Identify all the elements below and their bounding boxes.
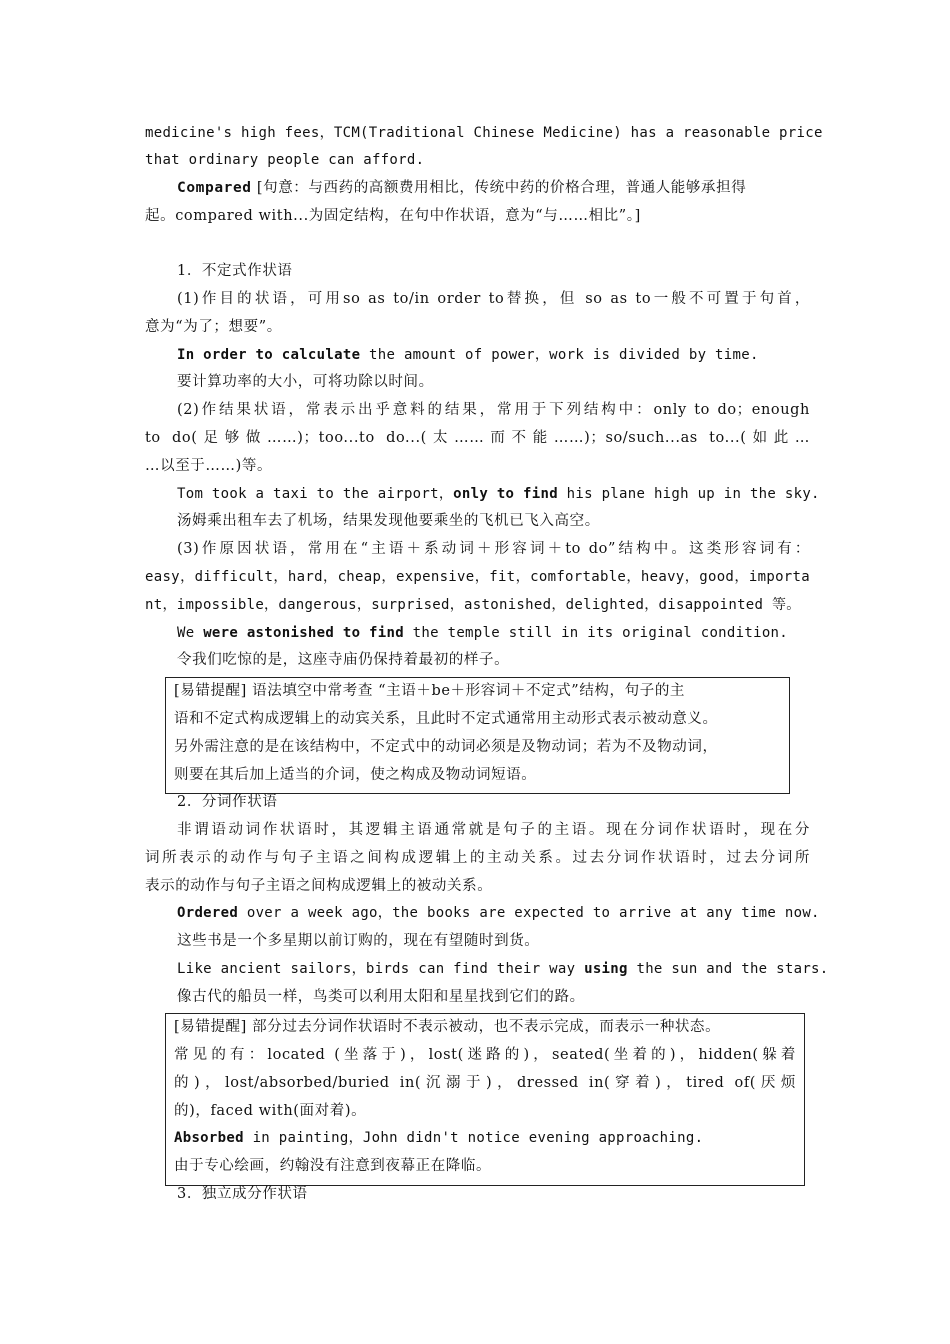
s2-example-2: Like ancient sailors，birds can find their way using the sun and the stars. bbox=[177, 961, 829, 977]
keyword: In order to calculate bbox=[177, 347, 361, 363]
s2-example-1-cn: 这些书是一个多星期以前订购的，现在有望随时到货。 bbox=[177, 933, 540, 949]
s2-example-2-cn: 像古代的船员一样，鸟类可以利用太阳和星星找到它们的路。 bbox=[177, 989, 585, 1005]
keyword: Ordered bbox=[177, 905, 239, 921]
intro-line-1: medicine's high fees，TCM(Traditional Chinese Medicine) has a reasonable price bbox=[145, 125, 823, 141]
s1-p2-line-2: to do(足够做……)；too...to do...(太……而不能……)；so/such...as to...(如此… bbox=[145, 430, 810, 446]
keyword: only to find bbox=[453, 486, 558, 502]
s1-example-2-cn: 汤姆乘出租车去了机场，结果发现他要乘坐的飞机已飞入高空。 bbox=[177, 513, 600, 529]
s1-p2-line-3: …以至于……)等。 bbox=[145, 458, 273, 474]
s1-example-3-cn: 令我们吃惊的是，这座寺庙仍保持着最初的样子。 bbox=[177, 652, 510, 668]
s1-p2-line-1: (2)作结果状语，常表示出乎意料的结果，常用于下列结构中：only to do；enough bbox=[177, 402, 810, 418]
s1-p3-line-2: easy，difficult，hard，cheap，expensive，fit，comfortable，heavy，good，importa bbox=[145, 569, 810, 585]
tip-2-line-2: 常见的有：located (坐落于)，lost(迷路的)，seated(坐着的)，hidden(躲着 bbox=[174, 1047, 796, 1063]
s1-example-2: Tom took a taxi to the airport，only to find his plane high up in the sky. bbox=[177, 486, 820, 502]
tip-2-line-4: 的)，faced with(面对着)。 bbox=[174, 1103, 367, 1119]
s1-p3-line-3: nt，impossible，dangerous，surprised，astonished，delighted，disappointed 等。 bbox=[145, 597, 801, 613]
s2-p1-line-1: 非谓语动词作状语时，其逻辑主语通常就是句子的主语。现在分词作状语时，现在分 bbox=[177, 822, 810, 838]
tip-1-line-4: 则要在其后加上适当的介词，使之构成及物动词短语。 bbox=[174, 767, 537, 783]
tip-1-line-3: 另外需注意的是在该结构中，不定式中的动词必须是及物动词；若为不及物动词， bbox=[174, 739, 718, 755]
s1-p3-line-1: (3)作原因状语，常用在“主语＋系动词＋形容词＋to do”结构中。这类形容词有： bbox=[177, 541, 810, 557]
s2-p1-line-2: 词所表示的动作与句子主语之间构成逻辑上的主动关系。过去分词作状语时，过去分词所 bbox=[145, 850, 810, 866]
section-heading-3: 3．独立成分作状语 bbox=[177, 1186, 308, 1202]
keyword: using bbox=[584, 961, 628, 977]
intro-line-2: that ordinary people can afford. bbox=[145, 152, 425, 168]
section-heading-2: 2．分词作状语 bbox=[177, 794, 278, 810]
keyword: Compared bbox=[177, 180, 252, 196]
s1-example-1-cn: 要计算功率的大小，可将功除以时间。 bbox=[177, 374, 434, 390]
s1-p1-line-1: (1)作目的状语，可用so as to/in order to替换，但 so as to一般不可置于句首， bbox=[177, 291, 810, 307]
tip-2-example-cn: 由于专心绘画，约翰没有注意到夜幕正在降临。 bbox=[174, 1158, 492, 1174]
s1-p1-line-2: 意为“为了；想要”。 bbox=[145, 319, 282, 335]
section-heading-1: 1．不定式作状语 bbox=[177, 263, 293, 279]
intro-line-3: Compared [句意：与西药的高额费用相比，传统中药的价格合理，普通人能够承担得 bbox=[177, 180, 747, 196]
tip-2-example: Absorbed in painting，John didn't notice evening approaching. bbox=[174, 1130, 704, 1146]
keyword: Absorbed bbox=[174, 1130, 244, 1146]
intro-line-4: 起。compared with...为固定结构，在句中作状语，意为“与……相比”。] bbox=[145, 208, 641, 224]
s2-example-1: Ordered over a week ago，the books are expected to arrive at any time now. bbox=[177, 905, 820, 921]
tip-2-line-3: 的)，lost/absorbed/buried in(沉溺于)，dressed in(穿着)，tired of(厌烦 bbox=[174, 1075, 796, 1091]
tip-box-1 bbox=[165, 677, 790, 794]
tip-box-2 bbox=[165, 1013, 805, 1186]
s1-example-1: In order to calculate the amount of power，work is divided by time. bbox=[177, 347, 759, 363]
s1-example-3: We were astonished to find the temple still in its original condition. bbox=[177, 625, 789, 641]
tip-2-line-1: [易错提醒] 部分过去分词作状语时不表示被动，也不表示完成，而表示一种状态。 bbox=[174, 1019, 721, 1035]
keyword: were astonished to find bbox=[203, 625, 404, 641]
s2-p1-line-3: 表示的动作与句子主语之间构成逻辑上的被动关系。 bbox=[145, 878, 493, 894]
tip-1-line-2: 语和不定式构成逻辑上的动宾关系，且此时不定式通常用主动形式表示被动意义。 bbox=[174, 711, 718, 727]
tip-1-line-1: [易错提醒] 语法填空中常考查 “主语＋be＋形容词＋不定式”结构，句子的主 bbox=[174, 683, 686, 699]
